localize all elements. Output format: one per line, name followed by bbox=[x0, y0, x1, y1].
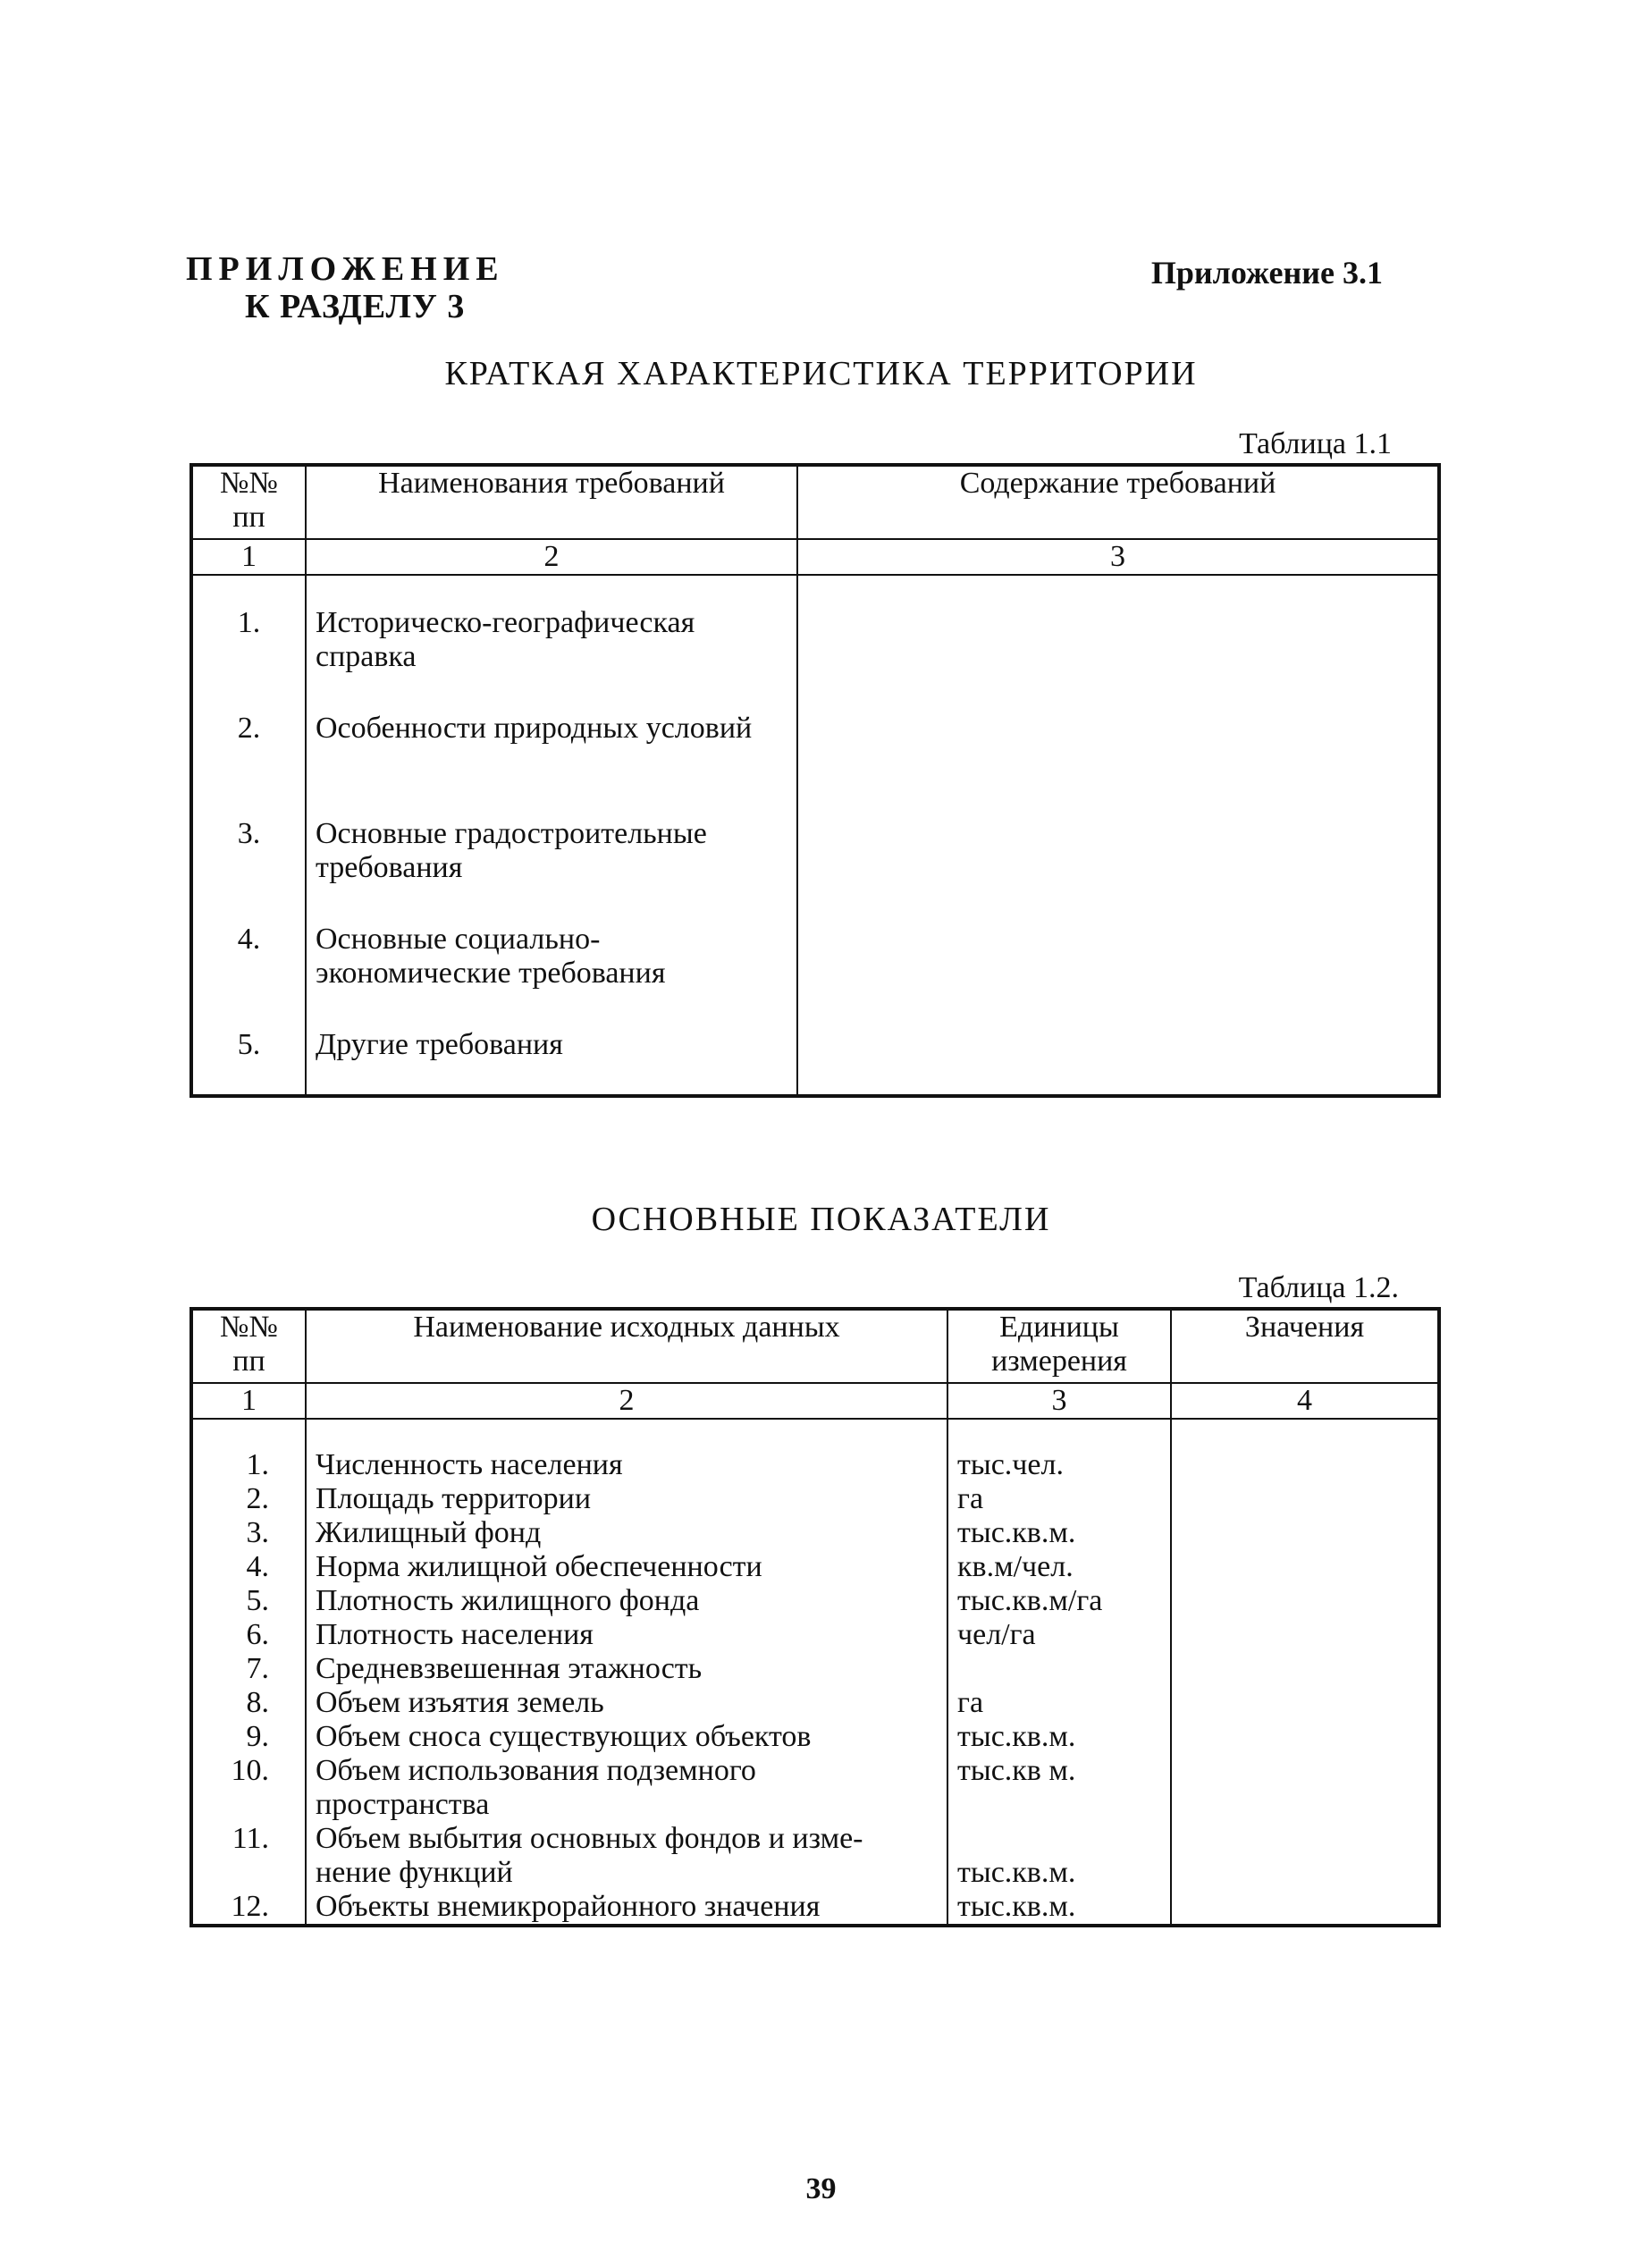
indicator-name: Плотность населения bbox=[306, 1618, 947, 1652]
table-row bbox=[191, 1028, 1439, 1096]
requirement-name: Особенности природных условий bbox=[306, 712, 797, 817]
row-number: 5. bbox=[191, 1584, 306, 1618]
value bbox=[1171, 1788, 1439, 1822]
table-header-row bbox=[191, 465, 1439, 539]
row-number: 4. bbox=[191, 1550, 306, 1584]
indicator-name: Норма жилищной обеспеченности bbox=[306, 1550, 947, 1584]
appendix-title-line1: ПРИЛОЖЕНИЕ bbox=[186, 250, 505, 288]
value bbox=[1171, 1584, 1439, 1618]
value bbox=[1171, 1618, 1439, 1652]
table-row bbox=[191, 1584, 1439, 1618]
value bbox=[1171, 1754, 1439, 1788]
column-number-row bbox=[191, 539, 1439, 575]
requirement-content bbox=[797, 712, 1439, 817]
column-number-row bbox=[191, 1383, 1439, 1419]
column-number: 1 bbox=[191, 1383, 306, 1419]
indicator-name: пространства bbox=[306, 1788, 947, 1822]
table1-title: КРАТКАЯ ХАРАКТЕРИСТИКА ТЕРРИТОРИИ bbox=[444, 355, 1198, 392]
indicator-name: Объем выбытия основных фондов и изме- bbox=[306, 1822, 947, 1856]
indicators-table bbox=[189, 1307, 1441, 1927]
value bbox=[1171, 1890, 1439, 1926]
value bbox=[1171, 1516, 1439, 1550]
unit: тыс.кв м. bbox=[947, 1754, 1171, 1788]
table-row bbox=[191, 817, 1439, 923]
indicator-name: Плотность жилищного фонда bbox=[306, 1584, 947, 1618]
header-cell: Наименования требований bbox=[306, 465, 797, 539]
unit bbox=[947, 1822, 1171, 1856]
indicator-name: Средневзвешенная этажность bbox=[306, 1652, 947, 1686]
value bbox=[1171, 1482, 1439, 1516]
header-cell: Наименование исходных данных bbox=[306, 1309, 947, 1383]
requirement-name: Основные социально-экономические требования bbox=[306, 923, 797, 1028]
column-number: 4 bbox=[1171, 1383, 1439, 1419]
requirement-name: Другие требования bbox=[306, 1028, 797, 1096]
table-row bbox=[191, 1550, 1439, 1584]
table2-caption: Таблица 1.2. bbox=[1238, 1271, 1399, 1304]
value bbox=[1171, 1822, 1439, 1856]
row-number: 4. bbox=[191, 923, 306, 1028]
table1-caption: Таблица 1.1 bbox=[1239, 427, 1392, 460]
appendix-heading bbox=[186, 250, 505, 325]
indicator-name: нение функций bbox=[306, 1856, 947, 1890]
unit: тыс.кв.м. bbox=[947, 1516, 1171, 1550]
row-number bbox=[191, 1788, 306, 1822]
row-number: 3. bbox=[191, 1516, 306, 1550]
header-cell: Значения bbox=[1171, 1309, 1439, 1383]
row-number: 8. bbox=[191, 1686, 306, 1720]
value bbox=[1171, 1720, 1439, 1754]
header-cell: №№ пп bbox=[191, 1309, 306, 1383]
unit: тыс.чел. bbox=[947, 1448, 1171, 1482]
unit: га bbox=[947, 1482, 1171, 1516]
appendix-title-line2: К РАЗДЕЛУ 3 bbox=[245, 288, 466, 325]
requirement-content bbox=[797, 923, 1439, 1028]
column-number: 2 bbox=[306, 539, 797, 575]
row-number: 2. bbox=[191, 1482, 306, 1516]
table-row bbox=[191, 1788, 1439, 1822]
column-number: 2 bbox=[306, 1383, 947, 1419]
unit: кв.м/чел. bbox=[947, 1550, 1171, 1584]
table-row bbox=[191, 1482, 1439, 1516]
table-row bbox=[191, 712, 1439, 817]
table-row bbox=[191, 1754, 1439, 1788]
indicator-name: Жилищный фонд bbox=[306, 1516, 947, 1550]
table-row bbox=[191, 1822, 1439, 1856]
indicator-name: Численность населения bbox=[306, 1448, 947, 1482]
requirement-name: Основные градостроительные требования bbox=[306, 817, 797, 923]
value bbox=[1171, 1550, 1439, 1584]
column-number: 3 bbox=[797, 539, 1439, 575]
row-number: 1. bbox=[191, 606, 306, 712]
row-number: 9. bbox=[191, 1720, 306, 1754]
value bbox=[1171, 1448, 1439, 1482]
unit: га bbox=[947, 1686, 1171, 1720]
unit bbox=[947, 1788, 1171, 1822]
table-row bbox=[191, 1890, 1439, 1926]
requirement-content bbox=[797, 1028, 1439, 1096]
row-number bbox=[191, 1856, 306, 1890]
unit: тыс.кв.м. bbox=[947, 1890, 1171, 1926]
row-number: 2. bbox=[191, 712, 306, 817]
table-row bbox=[191, 1720, 1439, 1754]
unit: тыс.кв.м/га bbox=[947, 1584, 1171, 1618]
indicator-name: Объем изъятия земель bbox=[306, 1686, 947, 1720]
row-number: 7. bbox=[191, 1652, 306, 1686]
value bbox=[1171, 1652, 1439, 1686]
table-row bbox=[191, 1686, 1439, 1720]
unit: чел/га bbox=[947, 1618, 1171, 1652]
unit bbox=[947, 1652, 1171, 1686]
row-number: 6. bbox=[191, 1618, 306, 1652]
table-row bbox=[191, 923, 1439, 1028]
row-number: 10. bbox=[191, 1754, 306, 1788]
value bbox=[1171, 1856, 1439, 1890]
row-number: 12. bbox=[191, 1890, 306, 1926]
appendix-number: Приложение 3.1 bbox=[1150, 255, 1383, 291]
requirement-name: Историческо-географическая справка bbox=[306, 606, 797, 712]
table-row bbox=[191, 1448, 1439, 1482]
header-cell: Единицы измерения bbox=[947, 1309, 1171, 1383]
indicator-name: Объем использования подземного bbox=[306, 1754, 947, 1788]
row-number: 3. bbox=[191, 817, 306, 923]
table-row bbox=[191, 1652, 1439, 1686]
value bbox=[1171, 1686, 1439, 1720]
indicator-name: Объем сноса существующих объектов bbox=[306, 1720, 947, 1754]
page-number: 39 bbox=[805, 2172, 837, 2205]
requirement-content bbox=[797, 606, 1439, 712]
column-number: 3 bbox=[947, 1383, 1171, 1419]
table2-title: ОСНОВНЫЕ ПОКАЗАТЕЛИ bbox=[591, 1201, 1051, 1238]
row-number: 5. bbox=[191, 1028, 306, 1096]
header-cell: Содержание требований bbox=[797, 465, 1439, 539]
row-number: 1. bbox=[191, 1448, 306, 1482]
indicator-name: Площадь территории bbox=[306, 1482, 947, 1516]
unit: тыс.кв.м. bbox=[947, 1720, 1171, 1754]
indicator-name: Объекты внемикрорайонного значения bbox=[306, 1890, 947, 1926]
header-cell: №№ пп bbox=[191, 465, 306, 539]
requirements-table bbox=[189, 463, 1441, 1098]
table-row bbox=[191, 1856, 1439, 1890]
unit: тыс.кв.м. bbox=[947, 1856, 1171, 1890]
table-row bbox=[191, 1516, 1439, 1550]
row-number: 11. bbox=[191, 1822, 306, 1856]
requirement-content bbox=[797, 817, 1439, 923]
table-row bbox=[191, 606, 1439, 712]
table-header-row bbox=[191, 1309, 1439, 1383]
column-number: 1 bbox=[191, 539, 306, 575]
table-row bbox=[191, 1618, 1439, 1652]
